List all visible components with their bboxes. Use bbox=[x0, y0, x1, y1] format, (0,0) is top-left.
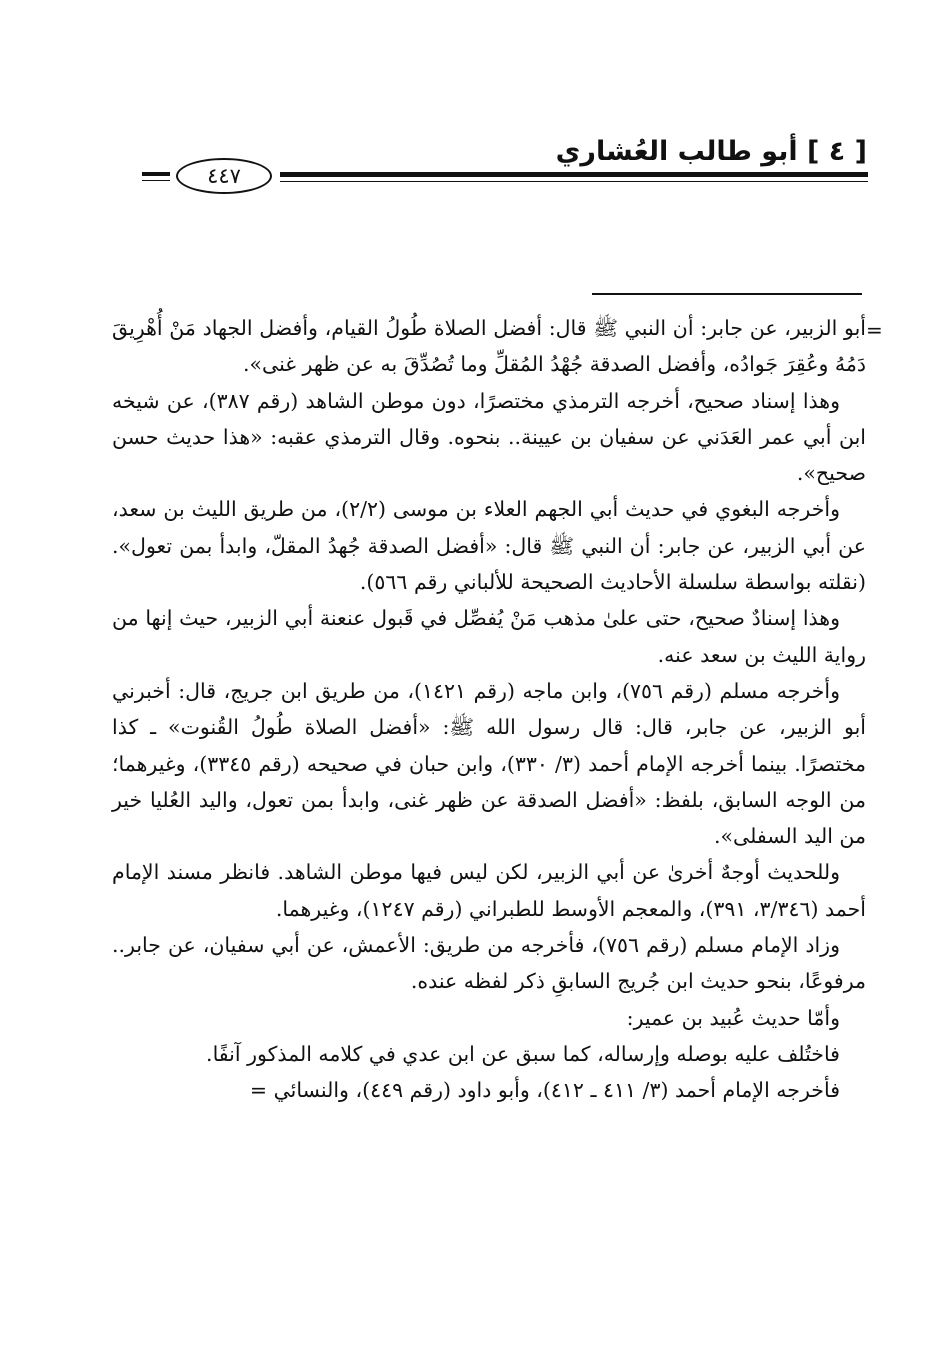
footnote-paragraph: أبو الزبير، عن جابر: أن النبي ﷺ قال: أفضل الصلاة طُولُ القيام، وأفضل الجهاد مَنْ أُهْرِيقَ دَمُهُ وعُقِرَ جَوادُه، وأفضل الصدقة جُهْدُ المُقلِّ وما تُصُدِّقَ به عن ظهر غنى». bbox=[112, 316, 866, 377]
footnote-end-marker: = bbox=[249, 1078, 268, 1103]
running-header-title: [ ٤ ] أبو طالب العُشاري bbox=[555, 136, 867, 167]
footnote-paragraph: وأخرجه البغوي في حديث أبي الجهم العلاء بن موسى (٢/٢)، من طريق الليث بن سعد، عن أبي الزبير، عن جابر: أن النبي ﷺ قال: «أفضل الصدقة جُهدُ المقلّ، وابدأ بمن تعول». (نقلته بواسطة سلسلة الأحاديث الصحيحة للألباني رقم ٥٦٦). bbox=[112, 497, 866, 595]
footnote-paragraph: وللحديث أوجهٌ أخرىٰ عن أبي الزبير، لكن ليس فيها موطن الشاهد. فانظر مسند الإمام أحمد (٣/٣٤٦، ٣٩١)، والمعجم الأوسط للطبراني (رقم ١٢٤٧)، وغيرهما. bbox=[112, 860, 866, 921]
header-rule-thin bbox=[280, 181, 868, 182]
footnote-paragraph: وأخرجه مسلم (رقم ٧٥٦)، وابن ماجه (رقم ١٤٢١)، من طريق ابن جريج، قال: أخبرني أبو الزبير، عن جابر، قال: قال رسول الله ﷺ: «أفضل الصلاة طُولُ القُنوت» ـ كذا مختصرًا. بينما أخرجه الإمام أحمد (٣/ ٣٣٠)، وابن حبان في صحيحه (رقم ٣٣٤٥)، وغيرهما؛ من الوجه السابق، بلفظ: «أفضل الصدقة عن ظهر غنى، وابدأ بمن تعول، واليد العُليا خير من اليد السفلى». bbox=[112, 678, 866, 849]
footnote-paragraph: وأمّا حديث عُبيد بن عمير: bbox=[626, 1005, 840, 1030]
footnote-paragraph: وهذا إسنادٌ صحيح، حتى علىٰ مذهب مَنْ يُفصِّل في قَبول عنعنة أبي الزبير، حيث إنها من رواية الليث بن سعد عنه. bbox=[112, 606, 866, 667]
footnote-continuation-marker: = bbox=[866, 318, 883, 342]
footnote-body bbox=[112, 310, 866, 1109]
header-rule-thick bbox=[280, 172, 868, 177]
footnote-paragraph-last bbox=[112, 1072, 866, 1108]
page-number: ٤٤٧ bbox=[176, 158, 272, 194]
header-left-dash bbox=[142, 172, 170, 176]
footnote-separator bbox=[592, 293, 862, 295]
footnote-paragraph: وهذا إسناد صحيح، أخرجه الترمذي مختصرًا، دون موطن الشاهد (رقم ٣٨٧)، عن شيخه ابن أبي عمر العَدَني عن سفيان بن عيينة.. بنحوه. وقال الترمذي عقبه: «هذا حديث حسن صحيح». bbox=[112, 388, 866, 486]
footnote-paragraph-text: فأخرجه الإمام أحمد (٣/ ٤١١ ـ ٤١٢)، وأبو داود (رقم ٤٤٩)، والنسائي bbox=[273, 1078, 840, 1103]
footnote-paragraph: وزاد الإمام مسلم (رقم ٧٥٦)، فأخرجه من طريق: الأعمش، عن أبي سفيان، عن جابر.. مرفوعًا، بنحو حديث ابن جُريج السابقِ ذكر لفظه عنده. bbox=[112, 933, 866, 994]
header-left-dash-thin bbox=[142, 180, 170, 181]
footnote-paragraph: فاختُلف عليه بوصله وإرساله، كما سبق عن ابن عدي في كلامه المذكور آنفًا. bbox=[206, 1041, 840, 1066]
